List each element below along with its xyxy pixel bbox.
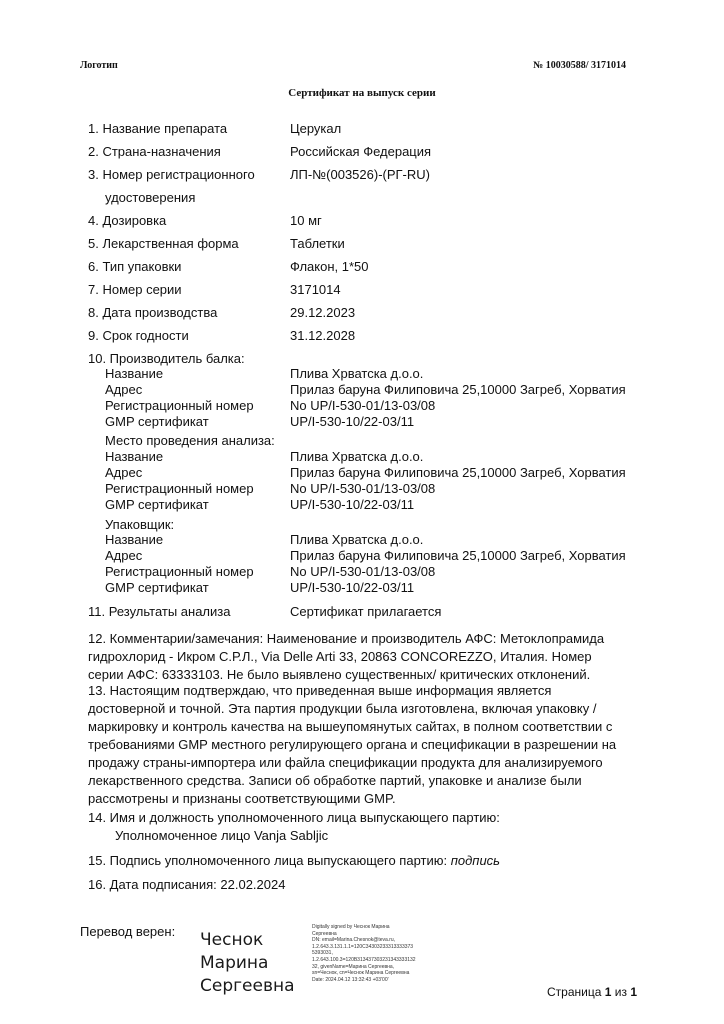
sign-date: 16. Дата подписания: 22.02.2024 bbox=[88, 877, 286, 892]
authorized-person-heading: 14. Имя и должность уполномоченного лица выпускающего партию: bbox=[88, 810, 500, 825]
results-value: Сертификат прилагается bbox=[290, 604, 442, 619]
document-number: № 10030588/ 3171014 bbox=[533, 60, 626, 71]
item-value-dosage: 10 мг bbox=[290, 213, 322, 228]
manufacturer-gmp-label: GMP сертификат bbox=[105, 414, 209, 429]
page-counter-mid: из bbox=[611, 985, 631, 999]
item-label-package: 6. Тип упаковки bbox=[88, 259, 182, 274]
confirmation-line: рассмотрены и признаны соответствующими GMP. bbox=[88, 791, 396, 806]
manufacturer-address-value: Прилаз баруна Филиповича 25,10000 Загреб, Хорватия bbox=[290, 382, 626, 397]
analysis-site-address-value: Прилаз баруна Филиповича 25,10000 Загреб, Хорватия bbox=[290, 465, 626, 480]
translator-name-line: Сергеевна bbox=[200, 976, 295, 996]
confirmation-line: 13. Настоящим подтверждаю, что приведенная выше информация является bbox=[88, 683, 552, 698]
results-label: 11. Результаты анализа bbox=[88, 604, 231, 619]
manufacturer-gmp-value: UP/I-530-10/22-03/11 bbox=[290, 414, 415, 429]
digital-signature-line: 1.2.643.3.131.1.1=120C34303233313333373 bbox=[312, 943, 414, 950]
translation-label: Перевод верен: bbox=[80, 924, 176, 939]
item-value-destination: Российская Федерация bbox=[290, 144, 432, 159]
packer-name-label: Название bbox=[105, 532, 164, 547]
digital-signature-line: Date: 2024.04.12 13:32:43 +03'00' bbox=[312, 976, 389, 983]
packer-reg-value: No UP/I-530-01/13-03/08 bbox=[290, 564, 436, 579]
item-label-registration-cont: удостоверения bbox=[105, 190, 196, 205]
item-value-form: Таблетки bbox=[290, 236, 345, 251]
authorized-person-value: Уполномоченное лицо Vanja Sabljic bbox=[115, 828, 329, 843]
digital-signature-line: Digitally signed by Чеснок Марина bbox=[312, 924, 390, 930]
packer-gmp-value: UP/I-530-10/22-03/11 bbox=[290, 580, 415, 595]
manufacturer-address-label: Адрес bbox=[105, 382, 143, 397]
item-value-registration: ЛП-№(003526)-(РГ-RU) bbox=[290, 167, 430, 182]
analysis-site-address-label: Адрес bbox=[105, 465, 143, 480]
packer-address-label: Адрес bbox=[105, 548, 143, 563]
manufacturer-name-label: Название bbox=[105, 366, 164, 381]
digital-signature-line: Сергеевна bbox=[312, 930, 337, 937]
analysis-site-name-label: Название bbox=[105, 449, 164, 464]
signature-line bbox=[88, 853, 500, 868]
item-value-package: Флакон, 1*50 bbox=[290, 259, 369, 274]
signature-label: 15. Подпись уполномоченного лица выпускающего партию: bbox=[88, 853, 451, 868]
item-label-dosage: 4. Дозировка bbox=[88, 213, 167, 228]
page-counter-prefix: Страница bbox=[547, 985, 605, 999]
packer-address-value: Прилаз баруна Филиповича 25,10000 Загреб, Хорватия bbox=[290, 548, 626, 563]
item-label-expiry: 9. Срок годности bbox=[88, 328, 189, 343]
analysis-site-gmp-label: GMP сертификат bbox=[105, 497, 209, 512]
item-value-production-date: 29.12.2023 bbox=[290, 305, 356, 320]
comments-line: 12. Комментарии/замечания: Наименование и производитель АФС: Метоклопрамида bbox=[88, 631, 605, 646]
analysis-site-reg-label: Регистрационный номер bbox=[105, 481, 254, 496]
packer-name-value: Плива Хрватска д.о.о. bbox=[290, 532, 424, 547]
packer-reg-label: Регистрационный номер bbox=[105, 564, 254, 579]
translator-name-line: Марина bbox=[200, 953, 269, 973]
digital-signature-line: DN: email=Marina.Chesnok@teva.ru, bbox=[312, 937, 396, 944]
total-pages: 1 bbox=[630, 985, 637, 999]
packer-heading: Упаковщик: bbox=[105, 517, 175, 532]
item-label-destination: 2. Страна-назначения bbox=[88, 144, 221, 159]
translator-name-line: Чеснок bbox=[200, 930, 264, 950]
logo-placeholder: Логотип bbox=[80, 60, 118, 71]
digital-signature-line: 5393031, bbox=[312, 950, 333, 957]
manufacturer-name-value: Плива Хрватска д.о.о. bbox=[290, 366, 424, 381]
confirmation-line: лекарственного средства. Записи об обработке партий, упаковке и анализе были bbox=[88, 773, 582, 788]
digital-signature-block bbox=[312, 924, 416, 983]
manufacturer-heading: 10. Производитель балка: bbox=[88, 351, 245, 366]
item-label-form: 5. Лекарственная форма bbox=[88, 236, 239, 251]
item-label-registration: 3. Номер регистрационного bbox=[88, 167, 255, 182]
confirmation-paragraph bbox=[88, 682, 648, 808]
manufacturer-reg-value: No UP/I-530-01/13-03/08 bbox=[290, 398, 436, 413]
current-page: 1 bbox=[604, 985, 612, 999]
item-value-batch: 3171014 bbox=[290, 282, 341, 297]
packer-gmp-label: GMP сертификат bbox=[105, 580, 209, 595]
digital-signature-line: 32, givenName=Марина Сергеевна, bbox=[312, 963, 395, 970]
signature-value: подпись bbox=[450, 853, 501, 868]
digital-signature-line: sn=Чеснок, cn=Чеснок Марина Сергеевна bbox=[312, 970, 410, 977]
confirmation-line: продажу страны-импортера или файла спецификации продукта для анализируемого bbox=[88, 755, 603, 770]
digital-signature-line: 1.2.643.100.3=120B313437303231343333132 bbox=[312, 956, 416, 963]
analysis-site-name-value: Плива Хрватска д.о.о. bbox=[290, 449, 424, 464]
analysis-site-heading: Место проведения анализа: bbox=[105, 433, 275, 448]
item-label-drug-name: 1. Название препарата bbox=[88, 121, 228, 136]
page-title: Сертификат на выпуск серии bbox=[288, 87, 436, 99]
comments-paragraph bbox=[88, 630, 648, 684]
confirmation-line: маркировку и контроль качества на вышеупомянутых сайтах, в полном соответствии с bbox=[88, 719, 613, 734]
analysis-site-gmp-value: UP/I-530-10/22-03/11 bbox=[290, 497, 415, 512]
confirmation-line: достоверной и точной. Эта партия продукции была изготовлена, включая упаковку / bbox=[88, 701, 597, 716]
item-value-drug-name: Церукал bbox=[290, 121, 342, 136]
comments-line: серии АФС: 63333103. Не было выявлено существенных/ критических отклонений. bbox=[88, 667, 591, 682]
item-value-expiry: 31.12.2028 bbox=[290, 328, 356, 343]
page-counter bbox=[547, 985, 637, 999]
item-label-batch: 7. Номер серии bbox=[88, 282, 182, 297]
comments-line: гидрохлорид - Икром С.Р.Л., Via Delle Arti 33, 20863 CONCOREZZO, Италия. Номер bbox=[88, 649, 592, 664]
manufacturer-reg-label: Регистрационный номер bbox=[105, 398, 254, 413]
confirmation-line: требованиями GMP местного регулирующего органа и спецификации в разрешении на bbox=[88, 737, 617, 752]
analysis-site-reg-value: No UP/I-530-01/13-03/08 bbox=[290, 481, 436, 496]
item-label-production-date: 8. Дата производства bbox=[88, 305, 218, 320]
